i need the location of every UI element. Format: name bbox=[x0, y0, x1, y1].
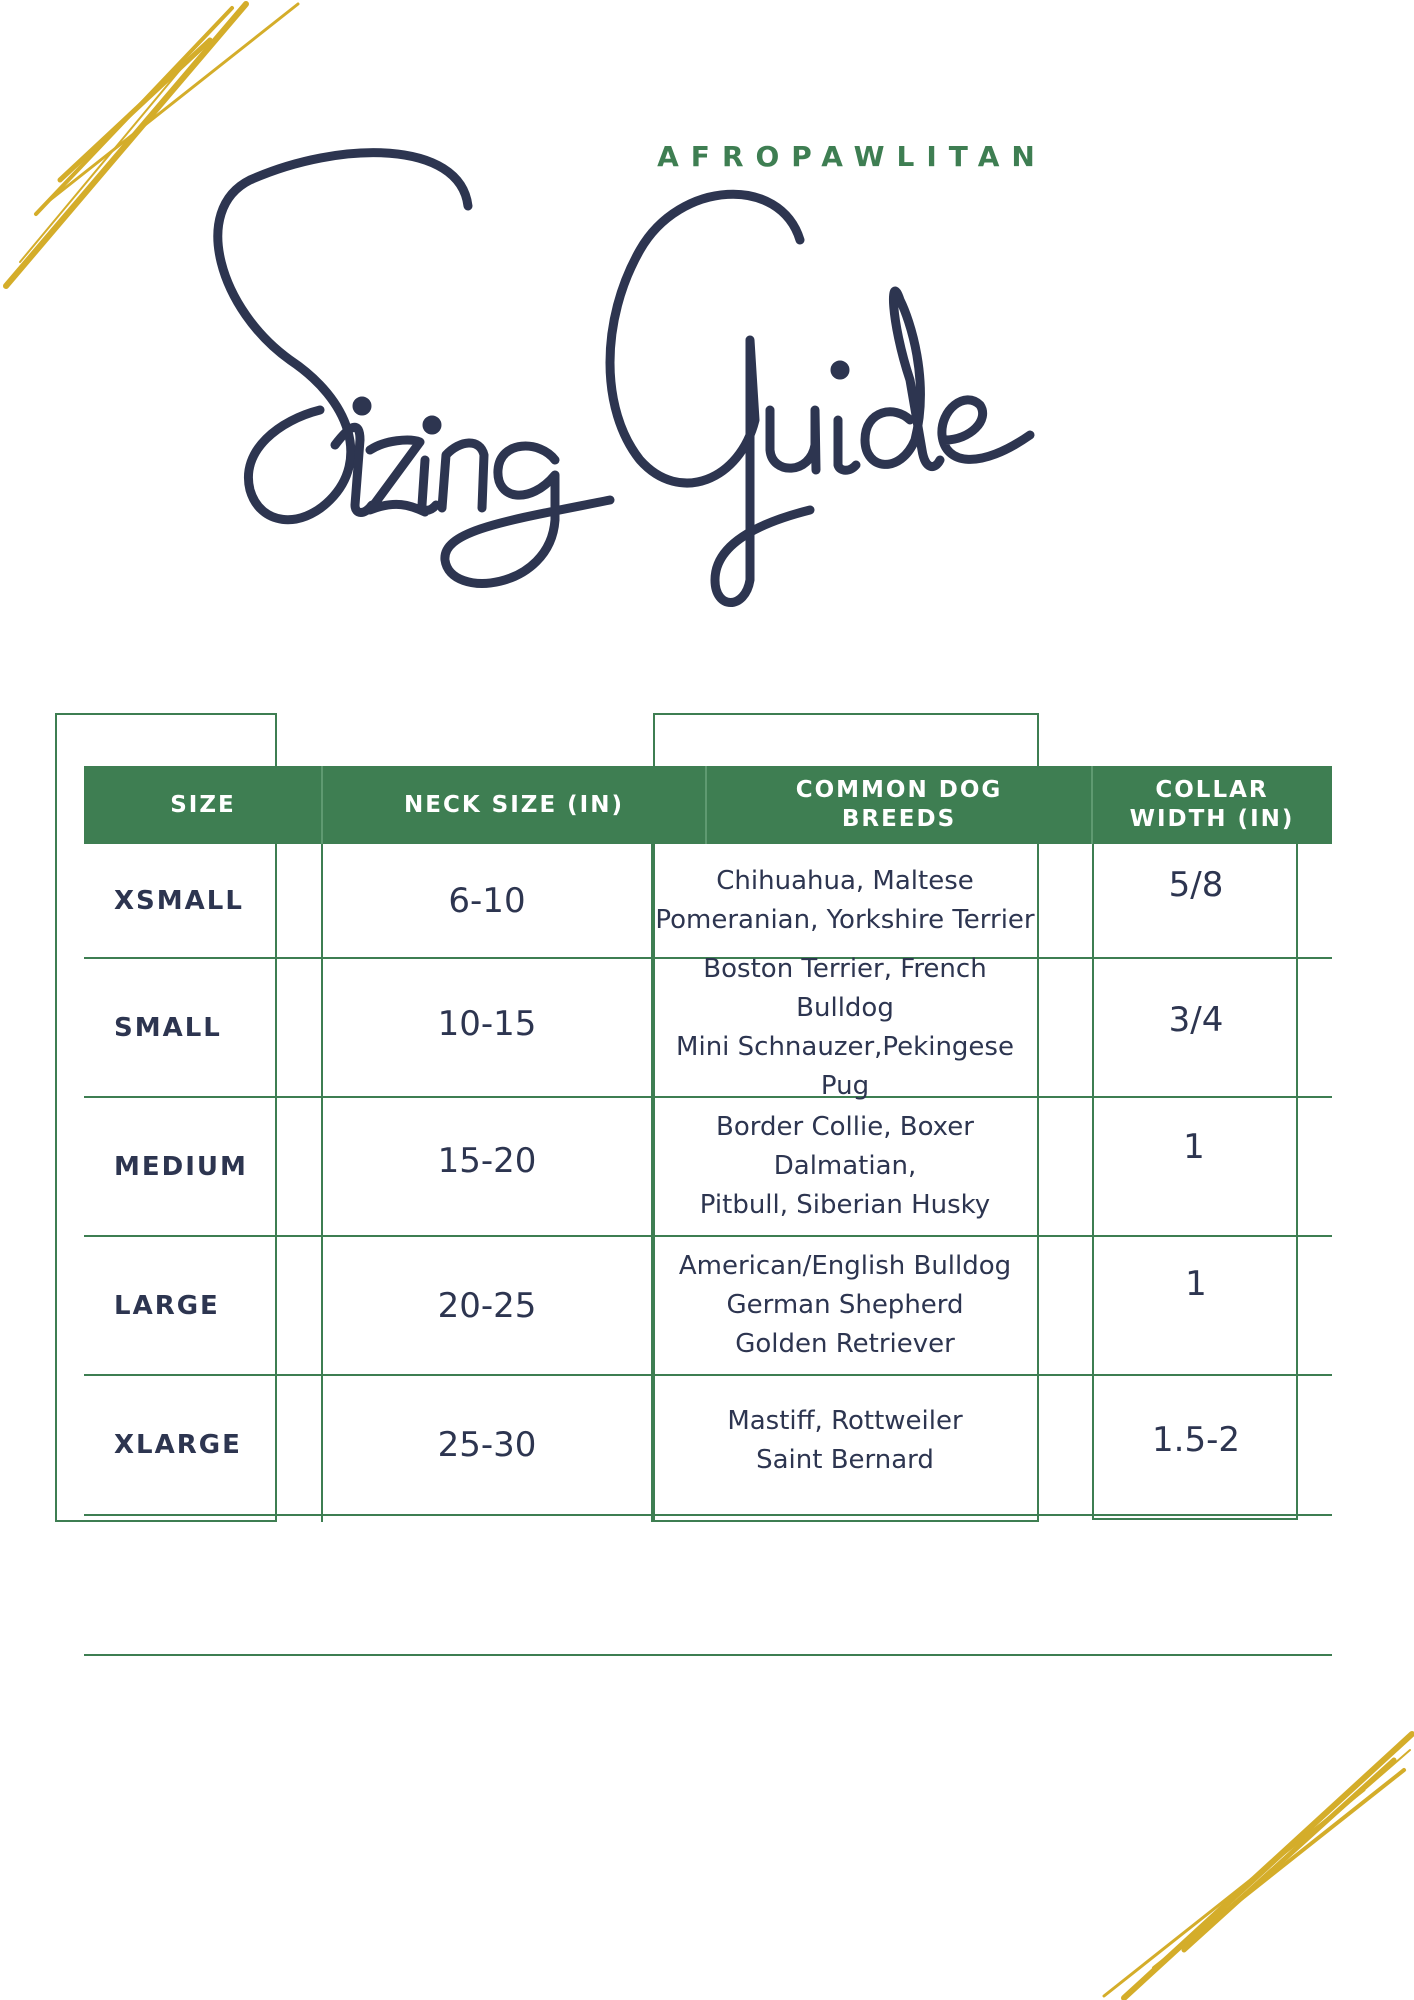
gold-brush-stroke-bottom-right bbox=[1094, 1700, 1414, 2000]
collar-width-value: 1.5-2 bbox=[1152, 1420, 1240, 1460]
collar-width-cell bbox=[1094, 1264, 1298, 1354]
header-separator bbox=[321, 766, 323, 844]
neck-size-cell bbox=[322, 845, 652, 957]
header-breeds-line2: BREEDS bbox=[841, 806, 957, 832]
neck-size-value: 15-20 bbox=[437, 1140, 537, 1181]
neck-size-value: 6-10 bbox=[448, 881, 526, 921]
column-divider bbox=[1037, 844, 1039, 1522]
header-size-label: SIZE bbox=[170, 791, 236, 818]
size-cell bbox=[84, 959, 274, 1096]
size-label: LARGE bbox=[114, 1290, 220, 1321]
breed-line: Pomeranian, Yorkshire Terrier bbox=[655, 905, 1035, 935]
collar-width-cell bbox=[1094, 1000, 1298, 1090]
header-common-breeds bbox=[706, 766, 1092, 844]
size-cell bbox=[84, 845, 274, 957]
collar-width-cell bbox=[1094, 1420, 1298, 1510]
collar-width-value: 3/4 bbox=[1168, 1000, 1224, 1040]
collar-width-cell bbox=[1094, 865, 1298, 957]
size-label: XLARGE bbox=[114, 1430, 242, 1460]
breed-line: Chihuahua, Maltese bbox=[716, 866, 974, 896]
breeds-cell bbox=[653, 1237, 1037, 1374]
header-neck-size bbox=[322, 766, 706, 844]
size-cell bbox=[84, 1376, 274, 1514]
header-separator bbox=[705, 766, 707, 844]
breed-line: American/English Bulldog bbox=[678, 1251, 1012, 1281]
header-collar-line2: WIDTH (IN) bbox=[1129, 806, 1295, 832]
collar-width-value: 5/8 bbox=[1168, 865, 1224, 905]
neck-size-cell bbox=[322, 959, 652, 1089]
breed-line: Dalmatian, bbox=[773, 1151, 917, 1181]
neck-size-cell bbox=[322, 1098, 652, 1223]
breed-line: Border Collie, Boxer bbox=[716, 1112, 974, 1142]
size-label: SMALL bbox=[114, 1012, 222, 1043]
breed-line: Saint Bernard bbox=[756, 1445, 934, 1475]
neck-size-value: 20-25 bbox=[437, 1285, 537, 1326]
header-neck-label: NECK SIZE (IN) bbox=[403, 791, 625, 818]
breed-line: Pug bbox=[820, 1070, 870, 1101]
breed-line: Golden Retriever bbox=[735, 1329, 955, 1359]
size-cell bbox=[84, 1237, 274, 1374]
collar-width-cell bbox=[1094, 1127, 1294, 1217]
breed-line: Mini Schnauzer,Pekingese bbox=[676, 1031, 1014, 1062]
breeds-cell bbox=[653, 845, 1037, 957]
header-separator bbox=[1091, 766, 1093, 844]
header-breeds-line1: COMMON DOG bbox=[795, 777, 1003, 803]
size-label: MEDIUM bbox=[114, 1151, 248, 1182]
row-divider bbox=[84, 1514, 1332, 1516]
neck-size-value: 25-30 bbox=[437, 1425, 537, 1465]
breed-line: Mastiff, Rottweiler bbox=[727, 1406, 963, 1436]
sizing-guide-title bbox=[210, 120, 1150, 620]
header-collar-width bbox=[1092, 766, 1332, 844]
header-size bbox=[84, 766, 322, 844]
breeds-cell bbox=[653, 1098, 1037, 1235]
breeds-cell bbox=[653, 953, 1037, 1101]
collar-width-value: 1 bbox=[1183, 1127, 1205, 1167]
brand-name: AFROPAWLITAN bbox=[657, 140, 1047, 173]
neck-size-cell bbox=[322, 1376, 652, 1514]
collar-width-value: 1 bbox=[1185, 1264, 1207, 1304]
breeds-cell bbox=[653, 1376, 1037, 1506]
breed-line: Boston Terrier, French Bulldog bbox=[703, 953, 987, 1023]
neck-size-value: 10-15 bbox=[437, 1004, 537, 1044]
breed-line: Pitbull, Siberian Husky bbox=[699, 1190, 991, 1220]
neck-size-cell bbox=[322, 1237, 652, 1374]
size-label: XSMALL bbox=[114, 886, 244, 916]
size-cell bbox=[84, 1098, 274, 1235]
breed-line: German Shepherd bbox=[726, 1290, 964, 1320]
header-collar-line1: COLLAR bbox=[1155, 777, 1269, 803]
bottom-divider bbox=[84, 1654, 1332, 1656]
